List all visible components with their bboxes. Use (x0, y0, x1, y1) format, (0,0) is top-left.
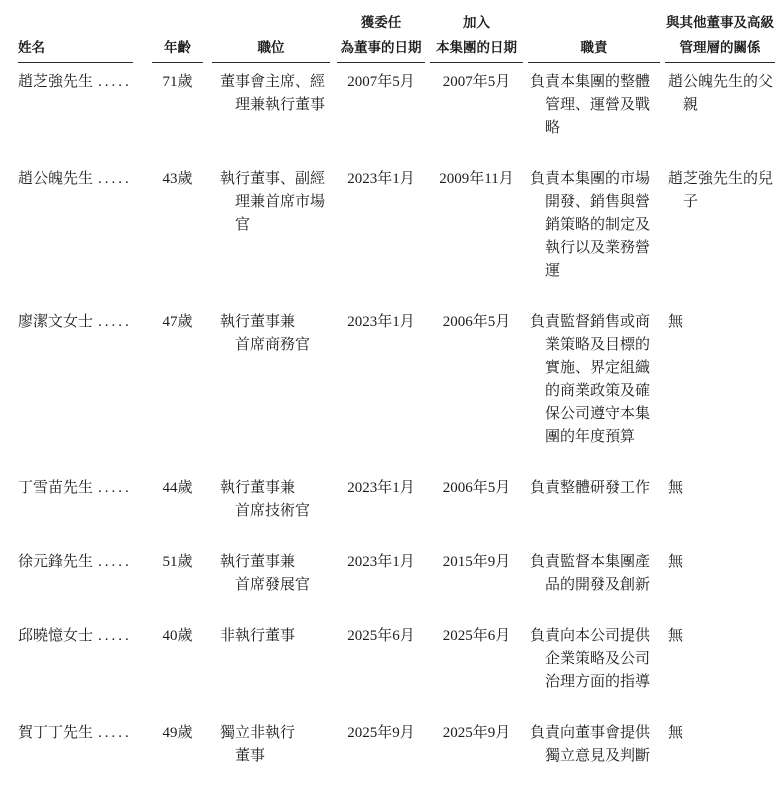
cell-text-joined: 2007年5月 (442, 74, 511, 90)
cell-text-position: 獨立非執行 董事 (220, 725, 296, 764)
cell-age (152, 63, 212, 168)
cell-joined (430, 63, 528, 168)
cell-text-name (18, 625, 152, 648)
cell-text-name (18, 477, 152, 500)
cell-text-joined: 2015年9月 (442, 554, 511, 570)
cell-position (212, 625, 337, 722)
cell-relationship (665, 311, 775, 477)
cell-age (152, 168, 212, 311)
cell-text-name (18, 168, 152, 191)
cell-relationship (665, 625, 775, 722)
cell-age (152, 311, 212, 477)
cell-text-age: 44歲 (162, 480, 193, 496)
cell-appointed (337, 722, 430, 796)
person-name: 趙芝強先生 (18, 74, 94, 90)
cell-joined (430, 722, 528, 796)
cell-text-appointed: 2025年6月 (347, 628, 415, 644)
cell-position (212, 477, 337, 551)
cell-joined (430, 168, 528, 311)
cell-text-name (18, 71, 152, 94)
cell-joined (430, 625, 528, 722)
cell-text-position: 執行董事兼 首席發展官 (220, 554, 311, 593)
cell-text-appointed: 2025年9月 (347, 725, 415, 741)
column-header-label: 職責 (528, 35, 660, 63)
cell-name (18, 168, 152, 311)
cell-age (152, 722, 212, 796)
table-row (18, 63, 775, 168)
cell-name (18, 311, 152, 477)
cell-appointed (337, 551, 430, 625)
cell-text-name (18, 311, 152, 334)
cell-relationship (665, 63, 775, 168)
column-header-relationship (665, 10, 775, 63)
column-header-appointed (337, 10, 430, 63)
cell-relationship (665, 551, 775, 625)
table-header (18, 10, 775, 63)
cell-text-relationship: 無 (668, 314, 684, 330)
cell-duties (528, 311, 665, 477)
cell-age (152, 477, 212, 551)
cell-duties (528, 722, 665, 796)
person-name: 趙公魄先生 (18, 171, 94, 187)
cell-text-duties: 負責監督本集團產 品的開發及創新 (530, 554, 651, 593)
dotted-leader: ..... (98, 725, 132, 741)
cell-text-name (18, 722, 152, 745)
dotted-leader: ..... (98, 74, 132, 90)
cell-text-relationship: 趙公魄先生的父 親 (668, 74, 774, 113)
cell-name (18, 63, 152, 168)
cell-text-duties: 負責整體研發工作 (530, 480, 651, 496)
person-name: 丁雪苗先生 (18, 480, 94, 496)
document-page (0, 10, 780, 804)
cell-text-relationship: 無 (668, 628, 684, 644)
cell-text-joined: 2025年6月 (442, 628, 511, 644)
cell-position (212, 63, 337, 168)
cell-appointed (337, 311, 430, 477)
cell-name (18, 722, 152, 796)
cell-text-age: 51歲 (162, 554, 193, 570)
cell-text-age: 71歲 (162, 74, 193, 90)
cell-text-appointed: 2023年1月 (347, 171, 415, 187)
cell-text-relationship: 無 (668, 725, 684, 741)
cell-duties (528, 625, 665, 722)
cell-name (18, 551, 152, 625)
column-header-duties (528, 10, 665, 63)
cell-text-duties: 負責監督銷售或商 業策略及目標的 實施、界定組織 的商業政策及確 保公司遵守本集 團的年度預算 (530, 314, 651, 445)
cell-name (18, 625, 152, 722)
cell-text-appointed: 2023年1月 (347, 480, 415, 496)
column-header-label: 獲委任 為董事的日期 (337, 10, 425, 63)
cell-text-age: 47歲 (162, 314, 193, 330)
column-header-joined (430, 10, 528, 63)
dotted-leader: ..... (98, 480, 132, 496)
cell-appointed (337, 477, 430, 551)
cell-text-age: 43歲 (162, 171, 193, 187)
cell-text-duties: 負責本集團的整體 管理、運營及戰 略 (530, 74, 651, 136)
cell-text-duties: 負責本集團的市場 開發、銷售與營 銷策略的制定及 執行以及業務營 運 (530, 171, 651, 279)
dotted-leader: ..... (98, 628, 132, 644)
header-row (18, 10, 775, 63)
column-header-label: 姓名 (18, 35, 133, 63)
column-header-position (212, 10, 337, 63)
cell-appointed (337, 168, 430, 311)
cell-text-age: 49歲 (162, 725, 193, 741)
cell-duties (528, 477, 665, 551)
cell-text-position: 執行董事兼 首席技術官 (220, 480, 311, 519)
cell-age (152, 551, 212, 625)
cell-text-joined: 2009年11月 (439, 171, 514, 187)
cell-position (212, 722, 337, 796)
cell-text-joined: 2006年5月 (442, 480, 511, 496)
cell-text-duties: 負責向董事會提供 獨立意見及判斷 (530, 725, 651, 764)
column-header-label: 職位 (212, 35, 330, 63)
cell-joined (430, 477, 528, 551)
cell-text-relationship: 無 (668, 480, 684, 496)
column-header-age (152, 10, 212, 63)
cell-text-appointed: 2023年1月 (347, 314, 415, 330)
table-row (18, 551, 775, 625)
column-header-label: 與其他董事及高級 管理層的關係 (665, 10, 775, 63)
table-body (18, 63, 775, 796)
cell-text-appointed: 2023年1月 (347, 554, 415, 570)
directors-table (18, 10, 775, 796)
column-header-name (18, 10, 152, 63)
cell-relationship (665, 722, 775, 796)
cell-text-name (18, 551, 152, 574)
cell-joined (430, 311, 528, 477)
person-name: 廖潔文女士 (18, 314, 94, 330)
cell-text-relationship: 趙芝強先生的兒 子 (668, 171, 774, 210)
person-name: 邱曉憶女士 (18, 628, 94, 644)
cell-text-joined: 2025年9月 (442, 725, 511, 741)
cell-text-joined: 2006年5月 (442, 314, 511, 330)
table-row (18, 311, 775, 477)
column-header-label: 年齡 (152, 35, 203, 63)
cell-duties (528, 168, 665, 311)
cell-appointed (337, 625, 430, 722)
cell-text-duties: 負責向本公司提供 企業策略及公司 治理方面的指導 (530, 628, 651, 690)
person-name: 徐元鋒先生 (18, 554, 94, 570)
cell-text-position: 執行董事、副經 理兼首席市場 官 (220, 171, 326, 233)
cell-name (18, 477, 152, 551)
dotted-leader: ..... (98, 171, 132, 187)
table-row (18, 477, 775, 551)
cell-text-age: 40歲 (162, 628, 193, 644)
cell-appointed (337, 63, 430, 168)
column-header-label: 加入 本集團的日期 (430, 10, 523, 63)
cell-position (212, 551, 337, 625)
dotted-leader: ..... (98, 554, 132, 570)
cell-age (152, 625, 212, 722)
cell-duties (528, 63, 665, 168)
cell-relationship (665, 168, 775, 311)
cell-duties (528, 551, 665, 625)
cell-text-position: 執行董事兼 首席商務官 (220, 314, 311, 353)
table-row (18, 722, 775, 796)
table-row (18, 625, 775, 722)
cell-text-relationship: 無 (668, 554, 684, 570)
cell-position (212, 168, 337, 311)
cell-text-position: 非執行董事 (220, 628, 296, 644)
table-row (18, 168, 775, 311)
dotted-leader: ..... (98, 314, 132, 330)
cell-relationship (665, 477, 775, 551)
person-name: 賀丁丁先生 (18, 725, 94, 741)
cell-joined (430, 551, 528, 625)
cell-text-position: 董事會主席、經 理兼執行董事 (220, 74, 326, 113)
cell-position (212, 311, 337, 477)
cell-text-appointed: 2007年5月 (347, 74, 415, 90)
